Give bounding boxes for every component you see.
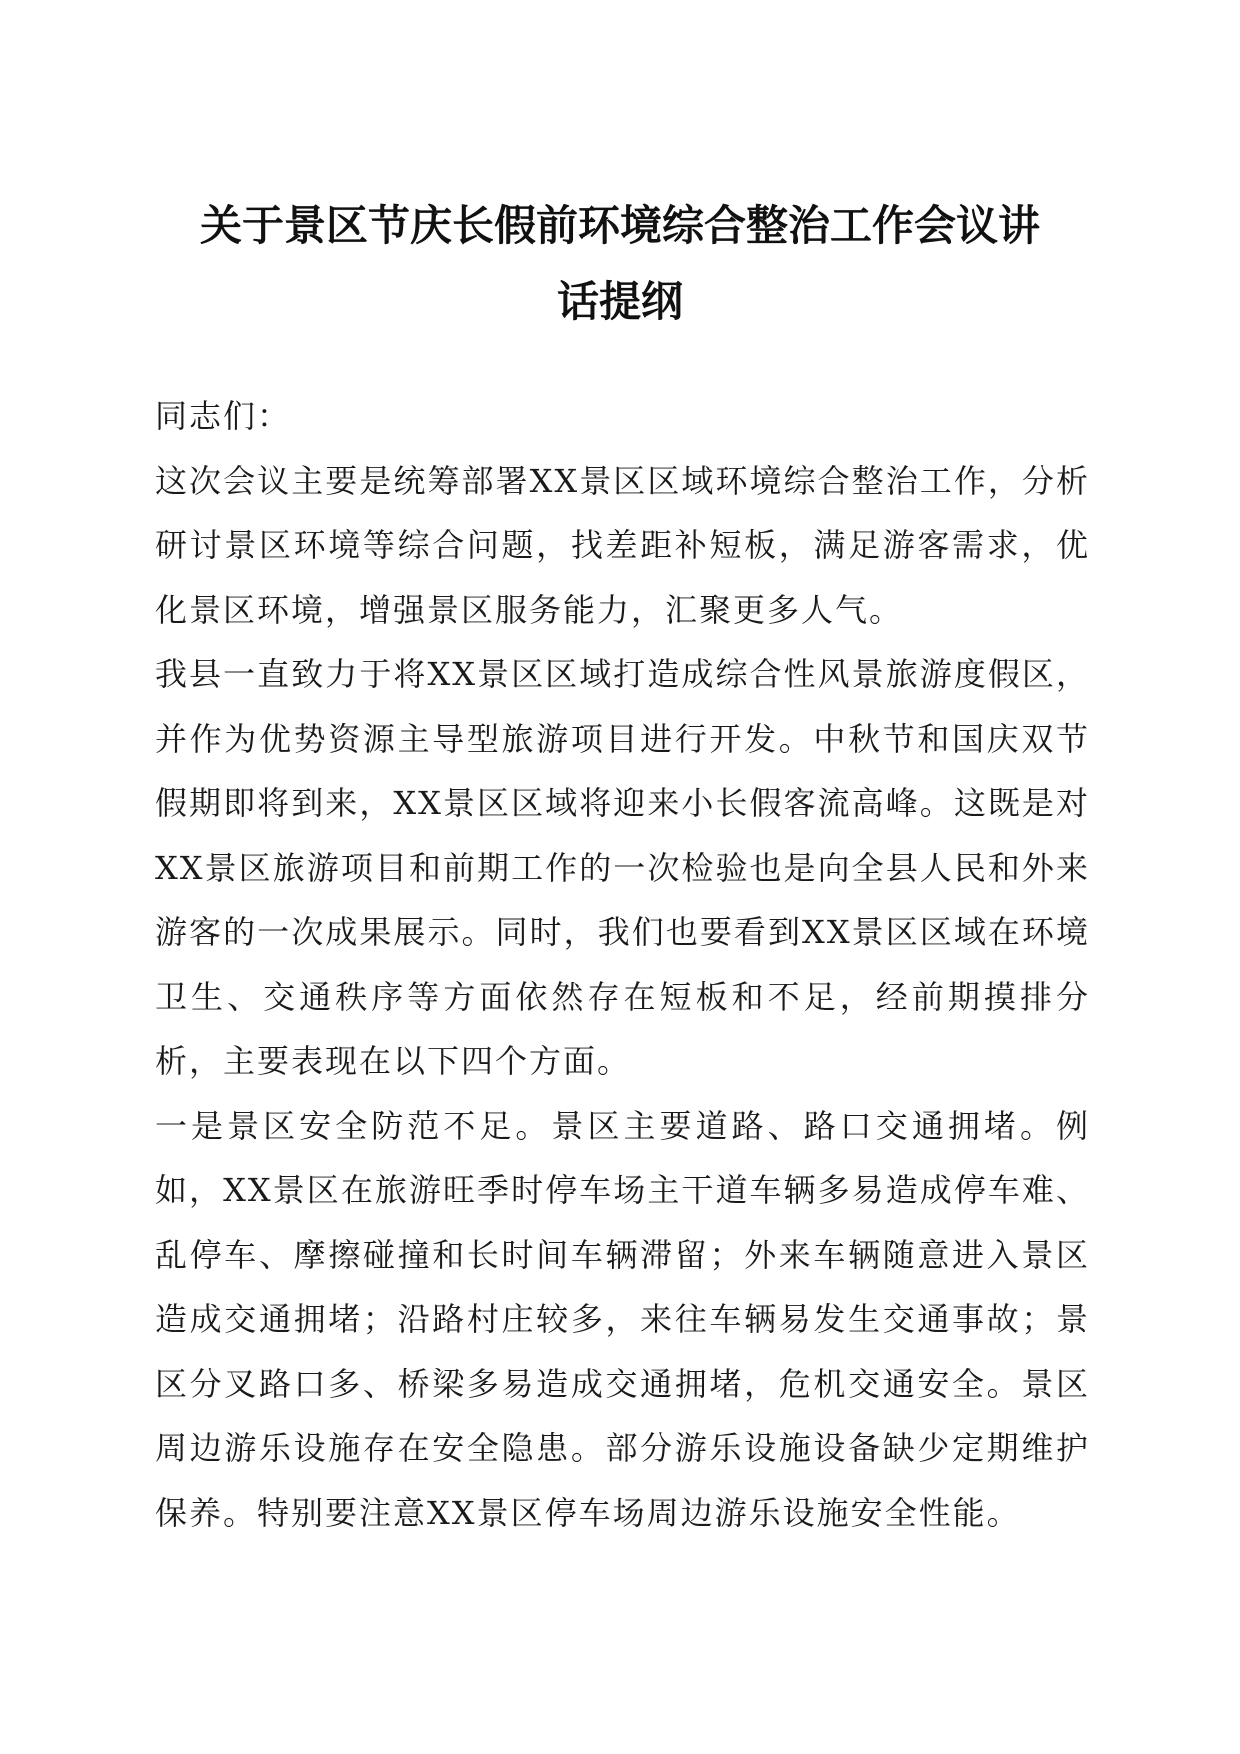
- paragraph-2: 我县一直致力于将XX景区区域打造成综合性风景旅游度假区，并作为优势资源主导型旅游项目进行开发。中秋节和国庆双节假期即将到来，XX景区区域将迎来小长假客流高峰。这既是对XX景区旅游项目和前期工作的一次检验也是向全县人民和外来游客的一次成果展示。同时，我们也要看到XX景区区域在环境卫生、交通秩序等方面依然存在短板和不足，经前期摸排分析，主要表现在以下四个方面。: [155, 655, 1090, 1080]
- document-title-line-2: 话提纲: [556, 277, 683, 326]
- document-title-line-1: 关于景区节庆长假前环境综合整治工作会议讲: [199, 201, 1040, 250]
- salutation: 同志们：: [155, 397, 292, 435]
- document-title: [140, 188, 1100, 340]
- document-body: [155, 384, 1090, 1545]
- paragraph-3: 一是景区安全防范不足。景区主要道路、路口交通拥堵。例如，XX景区在旅游旺季时停车场主干道车辆多易造成停车难、乱停车、摩擦碰撞和长时间车辆滞留；外来车辆随意进入景区造成交通拥堵；沿路村庄较多，来往车辆易发生交通事故；景区分叉路口多、桥梁多易造成交通拥堵，危机交通安全。景区周边游乐设施存在安全隐患。部分游乐设施设备缺少定期维护保养。特别要注意XX景区停车场周边游乐设施安全性能。: [155, 1106, 1090, 1532]
- paragraph-1: 这次会议主要是统筹部署XX景区区域环境综合整治工作，分析研讨景区环境等综合问题，找差距补短板，满足游客需求，优化景区环境，增强景区服务能力，汇聚更多人气。: [155, 461, 1090, 629]
